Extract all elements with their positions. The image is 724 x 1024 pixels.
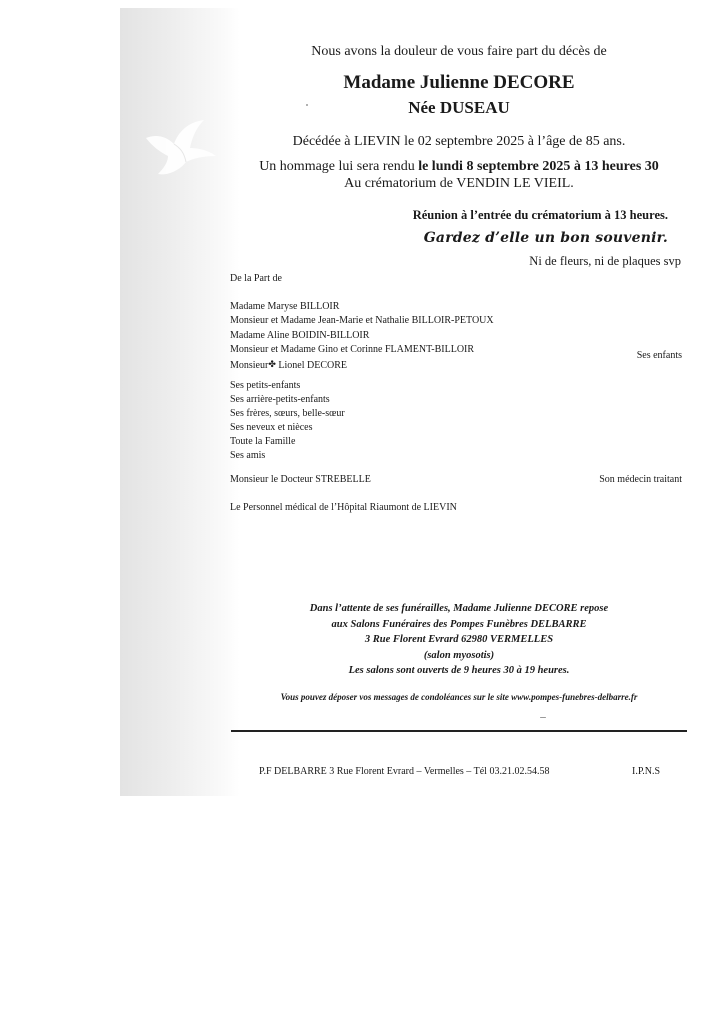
tribute-prefix: Un hommage lui sera rendu: [259, 159, 419, 174]
flower-symbol-icon: ✤: [268, 359, 276, 370]
children-label: Ses enfants: [636, 350, 682, 361]
funeral-home-line: 3 Rue Florent Evrard 62980 VERMELLES: [364, 634, 554, 645]
doctor-label: Son médecin traitant: [599, 474, 682, 485]
doctor-name: Monsieur le Docteur STREBELLE: [230, 474, 371, 485]
maiden-name: Née DUSEAU: [408, 98, 510, 117]
funeral-home-block: [231, 601, 687, 679]
death-line: Décédée à LIEVIN le 02 septembre 2025 à l’âge de 85 ans.: [292, 134, 626, 149]
meeting-line: Réunion à l’entrée du crématorium à 13 heures.: [412, 208, 668, 222]
relatives-list: [230, 379, 345, 463]
medical-staff: Le Personnel médical de l’Hôpital Riaumont de LIEVIN: [230, 502, 457, 513]
list-item-last-child: [230, 357, 494, 373]
funeral-home-line: (salon myosotis): [423, 649, 495, 661]
list-item: Madame Maryse BILLOIR: [230, 301, 340, 312]
footer-contact: P.F DELBARRE 3 Rue Florent Evrard – Vermelles – Tél 03.21.02.54.58: [259, 766, 550, 777]
list-item: Toute la Famille: [230, 436, 296, 447]
scan-speck: [540, 717, 546, 718]
from-label: De la Part de: [230, 273, 282, 284]
keep-memory-line: Gardez d’elle un bon souvenir.: [423, 230, 668, 246]
tribute-date: le lundi 8 septembre 2025 à 13 heures 30: [418, 159, 659, 174]
funeral-home-line: aux Salons Funéraires des Pompes Funèbres DELBARRE: [331, 618, 587, 630]
deceased-name: Madame Julienne DECORE: [343, 72, 575, 93]
no-flowers-line: Ni de fleurs, ni de plaques svp: [529, 254, 681, 268]
dove-icon: [138, 118, 220, 178]
footer-ipns: I.P.N.S: [632, 766, 661, 777]
list-item: Monsieur et Madame Gino et Corinne FLAMENT-BILLOIR: [230, 343, 475, 355]
list-item: Monsieur et Madame Jean-Marie et Nathalie BILLOIR-PETOUX: [230, 315, 494, 327]
tribute-line: [231, 159, 687, 175]
tribute-place: Au crématorium de VENDIN LE VIEIL.: [344, 176, 574, 191]
list-item: Ses neveux et nièces: [230, 422, 313, 433]
last-child-name: Lionel DECORE: [275, 360, 347, 372]
list-item: Ses amis: [230, 450, 266, 461]
condolences-line: Vous pouvez déposer vos messages de condoléances sur le site www.pompes-funebres-delbarre.fr: [280, 692, 638, 702]
list-item: Ses arrière-petits-enfants: [230, 394, 330, 405]
intro-text: Nous avons la douleur de vous faire part du décès de: [311, 44, 607, 59]
list-item: Ses frères, sœurs, belle-sœur: [230, 408, 345, 419]
funeral-home-line: Dans l’attente de ses funérailles, Madame Julienne DECORE repose: [309, 603, 609, 614]
separator-line: [231, 730, 687, 732]
last-child-prefix: Monsieur: [230, 360, 269, 372]
list-item: Ses petits-enfants: [230, 380, 301, 391]
children-list: [230, 300, 494, 373]
list-item: Madame Aline BOIDIN-BILLOIR: [230, 329, 370, 341]
funeral-home-line: Les salons sont ouverts de 9 heures 30 à 19 heures.: [348, 665, 570, 676]
